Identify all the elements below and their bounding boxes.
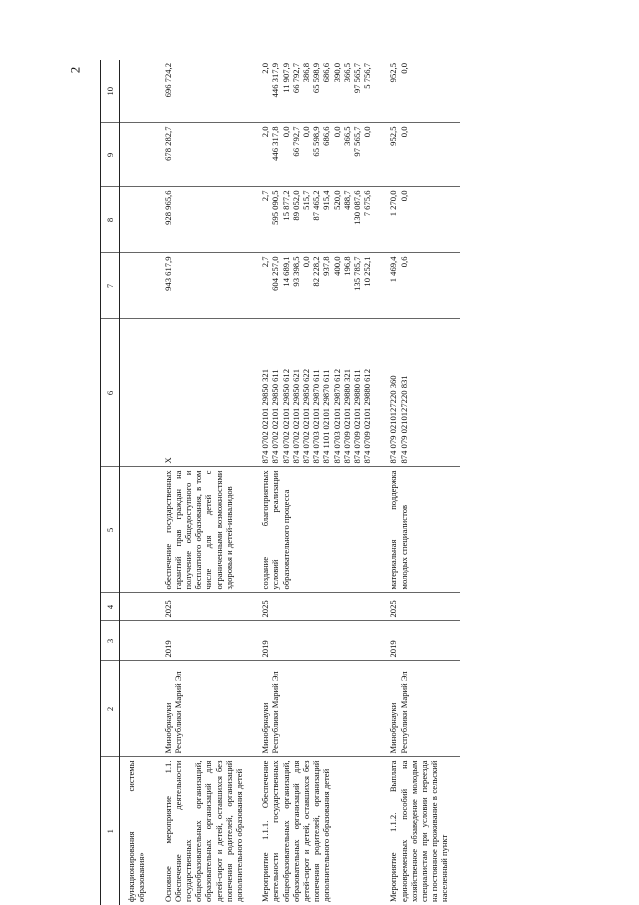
cell-value: 915,4 xyxy=(321,190,332,210)
cell-value: 0,0 xyxy=(398,190,409,202)
amount-2019-cell xyxy=(120,253,157,319)
cell-value: 366,5 xyxy=(341,126,352,146)
cell-value: 93 398,5 xyxy=(290,256,301,287)
cell-value: 400,0 xyxy=(331,256,342,276)
amount-2020-cell xyxy=(382,187,459,253)
amount-2022-cell xyxy=(382,60,459,123)
cell-value: 196,8 xyxy=(341,256,352,276)
activity-name-cell: Основное мероприятие 1.1. Обеспечение деятельности государственных общеобразовательных организаций, образовательных организаций для детей-сирот и детей, оставшихся без попечения родителей, организаций дополнительного образования детей xyxy=(157,757,255,905)
cell-value: 2,0 xyxy=(260,63,271,74)
cell-value: 515,7 xyxy=(301,190,312,210)
cell-value: 87 465,2 xyxy=(311,190,322,221)
expected-result-cell: материальная поддержка молодых специалистов xyxy=(382,467,459,593)
cell-value: 5 756,7 xyxy=(362,63,373,89)
cell-value: 366,5 xyxy=(341,63,352,83)
cell-value: 874 0702 02101 29850 621 xyxy=(290,368,301,464)
activity-name-cell: функционирования системы образования» xyxy=(120,757,157,905)
amount-2019-cell xyxy=(254,253,382,319)
cell-value: 2,0 xyxy=(260,126,271,138)
cell-value: 10 252,1 xyxy=(362,256,373,287)
cell-value: X xyxy=(162,457,173,464)
amount-2021-cell xyxy=(157,123,255,187)
cell-value: 97 565,7 xyxy=(352,63,363,94)
cell-value: 0,0 xyxy=(301,256,312,268)
cell-value: 952,5 xyxy=(388,126,399,146)
end-year-cell: 2025 xyxy=(254,593,382,621)
page-number: 2 xyxy=(67,66,83,74)
cell-value: 386,8 xyxy=(301,63,312,83)
amount-2021-cell xyxy=(382,123,459,187)
amount-2021-cell xyxy=(120,123,157,187)
header-cell: 2 xyxy=(101,661,120,757)
activity-name-cell: Мероприятие 1.1.2. Выплата единовременных пособий на хозяйственное обзаведение молодым специалистам при условии переезда на постоянное проживание в сельский населенный пункт xyxy=(382,757,459,905)
cell-value: 11 907,9 xyxy=(280,63,291,93)
cell-value: 604 257,0 xyxy=(270,256,281,291)
cell-value: 2,7 xyxy=(260,190,271,202)
cell-value: 874 079 0210127220 360 xyxy=(388,375,399,464)
start-year-cell: 2019 xyxy=(157,621,255,661)
budget-code-cell xyxy=(120,319,157,467)
budget-code-cell xyxy=(382,319,459,467)
cell-value: 0,0 xyxy=(362,126,373,138)
executor-cell: Минобрнауки Республики Марий Эл xyxy=(382,661,459,757)
cell-value: 89 052,0 xyxy=(290,190,301,221)
header-cell: 9 xyxy=(101,123,120,187)
cell-value: 943 617,9 xyxy=(162,256,173,291)
cell-value: 874 0703 02101 29870 612 xyxy=(331,368,342,464)
header-cell: 4 xyxy=(101,593,120,621)
cell-value: 14 689,1 xyxy=(280,256,291,287)
table-row xyxy=(120,60,157,905)
cell-value: 2,7 xyxy=(260,256,271,268)
amount-2022-cell xyxy=(254,60,382,123)
budget-code-cell xyxy=(254,319,382,467)
cell-value: 520,0 xyxy=(331,190,342,210)
cell-value: 874 0709 02101 29880 611 xyxy=(352,369,363,464)
amount-2019-cell xyxy=(157,253,255,319)
cell-value: 874 0702 02101 29850 612 xyxy=(280,368,291,464)
expected-result-cell: обеспечение государственных гарантий прав граждан на получение общедоступного и бесплатного образования, в том числе для детей с ограниченными возможностями здоровья и детей-инвалидов xyxy=(157,467,255,593)
header-cell: 3 xyxy=(101,621,120,661)
cell-value: 97 565,7 xyxy=(352,126,363,157)
start-year-cell: 2019 xyxy=(254,621,382,661)
amount-2021-cell xyxy=(254,123,382,187)
end-year-cell: 2025 xyxy=(157,593,255,621)
amount-2022-cell xyxy=(120,60,157,123)
cell-value: 874 0703 02101 29870 611 xyxy=(311,369,322,464)
expected-result-cell: создание благоприятных условий реализации образовательного процесса xyxy=(254,467,382,593)
cell-value: 15 877,2 xyxy=(280,190,291,221)
table-row xyxy=(382,60,459,905)
cell-value: 874 079 0210127220 831 xyxy=(398,375,409,464)
expected-result-cell xyxy=(120,467,157,593)
cell-value: 1 469,4 xyxy=(388,256,399,283)
amount-2020-cell xyxy=(120,187,157,253)
cell-value: 7 675,6 xyxy=(362,190,373,217)
table-row xyxy=(254,60,382,905)
executor-cell xyxy=(120,661,157,757)
amount-2020-cell xyxy=(254,187,382,253)
header-cell: 10 xyxy=(101,60,120,123)
cell-value: 130 087,6 xyxy=(352,190,363,225)
cell-value: 65 598,9 xyxy=(311,63,322,94)
cell-value: 874 1101 02101 29870 611 xyxy=(321,369,332,464)
cell-value: 0,0 xyxy=(331,126,342,138)
cell-value: 66 792,7 xyxy=(290,63,301,94)
cell-value: 0,6 xyxy=(398,256,409,268)
executor-cell: Минобрнауки Республики Марий Эл xyxy=(254,661,382,757)
cell-value: 446 317,8 xyxy=(270,126,281,161)
cell-value: 66 792,7 xyxy=(290,126,301,157)
cell-value: 678 282,7 xyxy=(162,126,173,161)
amount-2022-cell xyxy=(157,60,255,123)
start-year-cell: 2019 xyxy=(382,621,459,661)
cell-value: 937,8 xyxy=(321,256,332,276)
header-cell: 1 xyxy=(101,757,120,905)
cell-value: 952,5 xyxy=(388,63,399,83)
cell-value: 135 785,7 xyxy=(352,256,363,291)
rotated-page xyxy=(100,60,620,905)
cell-value: 82 228,2 xyxy=(311,256,322,287)
table-row xyxy=(157,60,255,905)
amount-2020-cell xyxy=(157,187,255,253)
cell-value: 874 0702 02101 29850 611 xyxy=(270,369,281,464)
cell-value: 0,0 xyxy=(301,126,312,138)
cell-value: 686,6 xyxy=(321,126,332,146)
cell-value: 696 724,2 xyxy=(162,63,173,98)
executor-cell: Минобрнауки Республики Марий Эл xyxy=(157,661,255,757)
activity-name-cell: Мероприятие 1.1.1. Обеспечение деятельности государственных общеобразовательных организаций, образовательных организаций для детей-сирот и детей, оставшихся без попечения родителей, организаций дополнительного образования детей xyxy=(254,757,382,905)
end-year-cell: 2025 xyxy=(382,593,459,621)
cell-value: 65 598,9 xyxy=(311,126,322,157)
header-cell: 8 xyxy=(101,187,120,253)
budget-code-cell xyxy=(157,319,255,467)
cell-value: 928 965,6 xyxy=(162,190,173,225)
header-cell: 5 xyxy=(101,467,120,593)
header-row xyxy=(101,60,120,905)
cell-value: 686,6 xyxy=(321,63,332,83)
amount-2019-cell xyxy=(382,253,459,319)
program-table xyxy=(100,60,460,905)
cell-value: 874 0709 02101 29880 612 xyxy=(362,368,373,464)
header-cell: 6 xyxy=(101,319,120,467)
cell-value: 874 0709 02101 29880 321 xyxy=(341,368,352,464)
cell-value: 1 270,0 xyxy=(388,190,399,217)
cell-value: 488,7 xyxy=(341,190,352,210)
cell-value: 446 317,9 xyxy=(270,63,281,98)
cell-value: 874 0702 02101 29850 622 xyxy=(301,368,312,464)
cell-value: 595 090,5 xyxy=(270,190,281,225)
start-year-cell xyxy=(120,621,157,661)
header-cell: 7 xyxy=(101,253,120,319)
cell-value: 874 0702 02101 29850 321 xyxy=(260,368,271,464)
end-year-cell xyxy=(120,593,157,621)
cell-value: 0,0 xyxy=(280,126,291,138)
cell-value: 0,0 xyxy=(398,126,409,138)
cell-value: 0,0 xyxy=(398,63,409,74)
cell-value: 390,0 xyxy=(331,63,342,83)
